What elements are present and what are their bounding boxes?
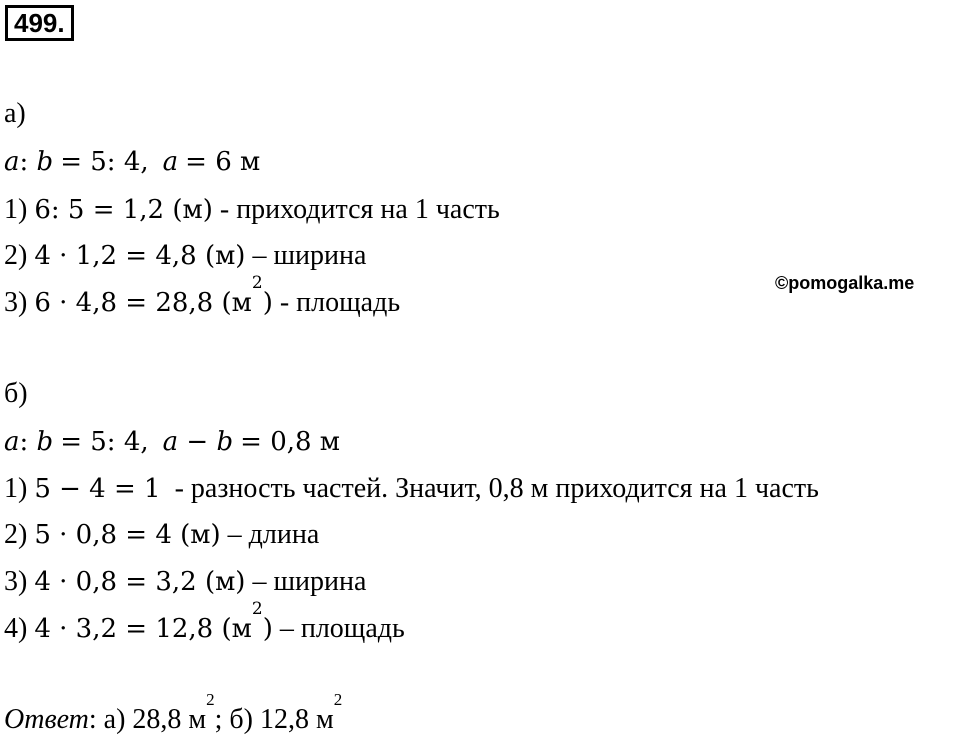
part-b-step-2: 2) 5 · 0,8 = 4 (м) – длина — [4, 519, 320, 550]
part-b-step-4: 4) 4 · 3,2 = 12,8 $(м^2)$ – площадь — [4, 599, 405, 644]
answer-line: Ответ: а) 28,8 $м^2$; б) 12,8 $м^2$ — [4, 690, 343, 735]
part-a-given: a: b = 5: 4, a = 6 м — [4, 147, 261, 177]
part-b-step-3: 3) 4 · 0,8 = 3,2 (м) – ширина — [4, 566, 367, 597]
part-a-step-2: 2) 4 · 1,2 = 4,8 (м) – ширина — [4, 240, 367, 271]
part-b-given: a: b = 5: 4, a − b = 0,8 м — [4, 427, 341, 457]
part-b-label: б) — [4, 378, 28, 409]
part-b-step-1: 1) 5 − 4 = 1 - разность частей. Значит, 0,8 м приходится на 1 часть — [4, 473, 819, 504]
part-a-label: а) — [4, 98, 26, 129]
watermark: ©pomogalka.me — [775, 273, 915, 293]
part-a-step-1: 1) 6: 5 = 1,2 (м) - приходится на 1 часть — [4, 194, 500, 225]
part-a-step-3: 3) 6 · 4,8 = 28,8 $(м^2)$ - площадь — [4, 273, 401, 318]
answer-label: Ответ — [4, 704, 89, 735]
problem-number: 499. — [5, 5, 74, 41]
